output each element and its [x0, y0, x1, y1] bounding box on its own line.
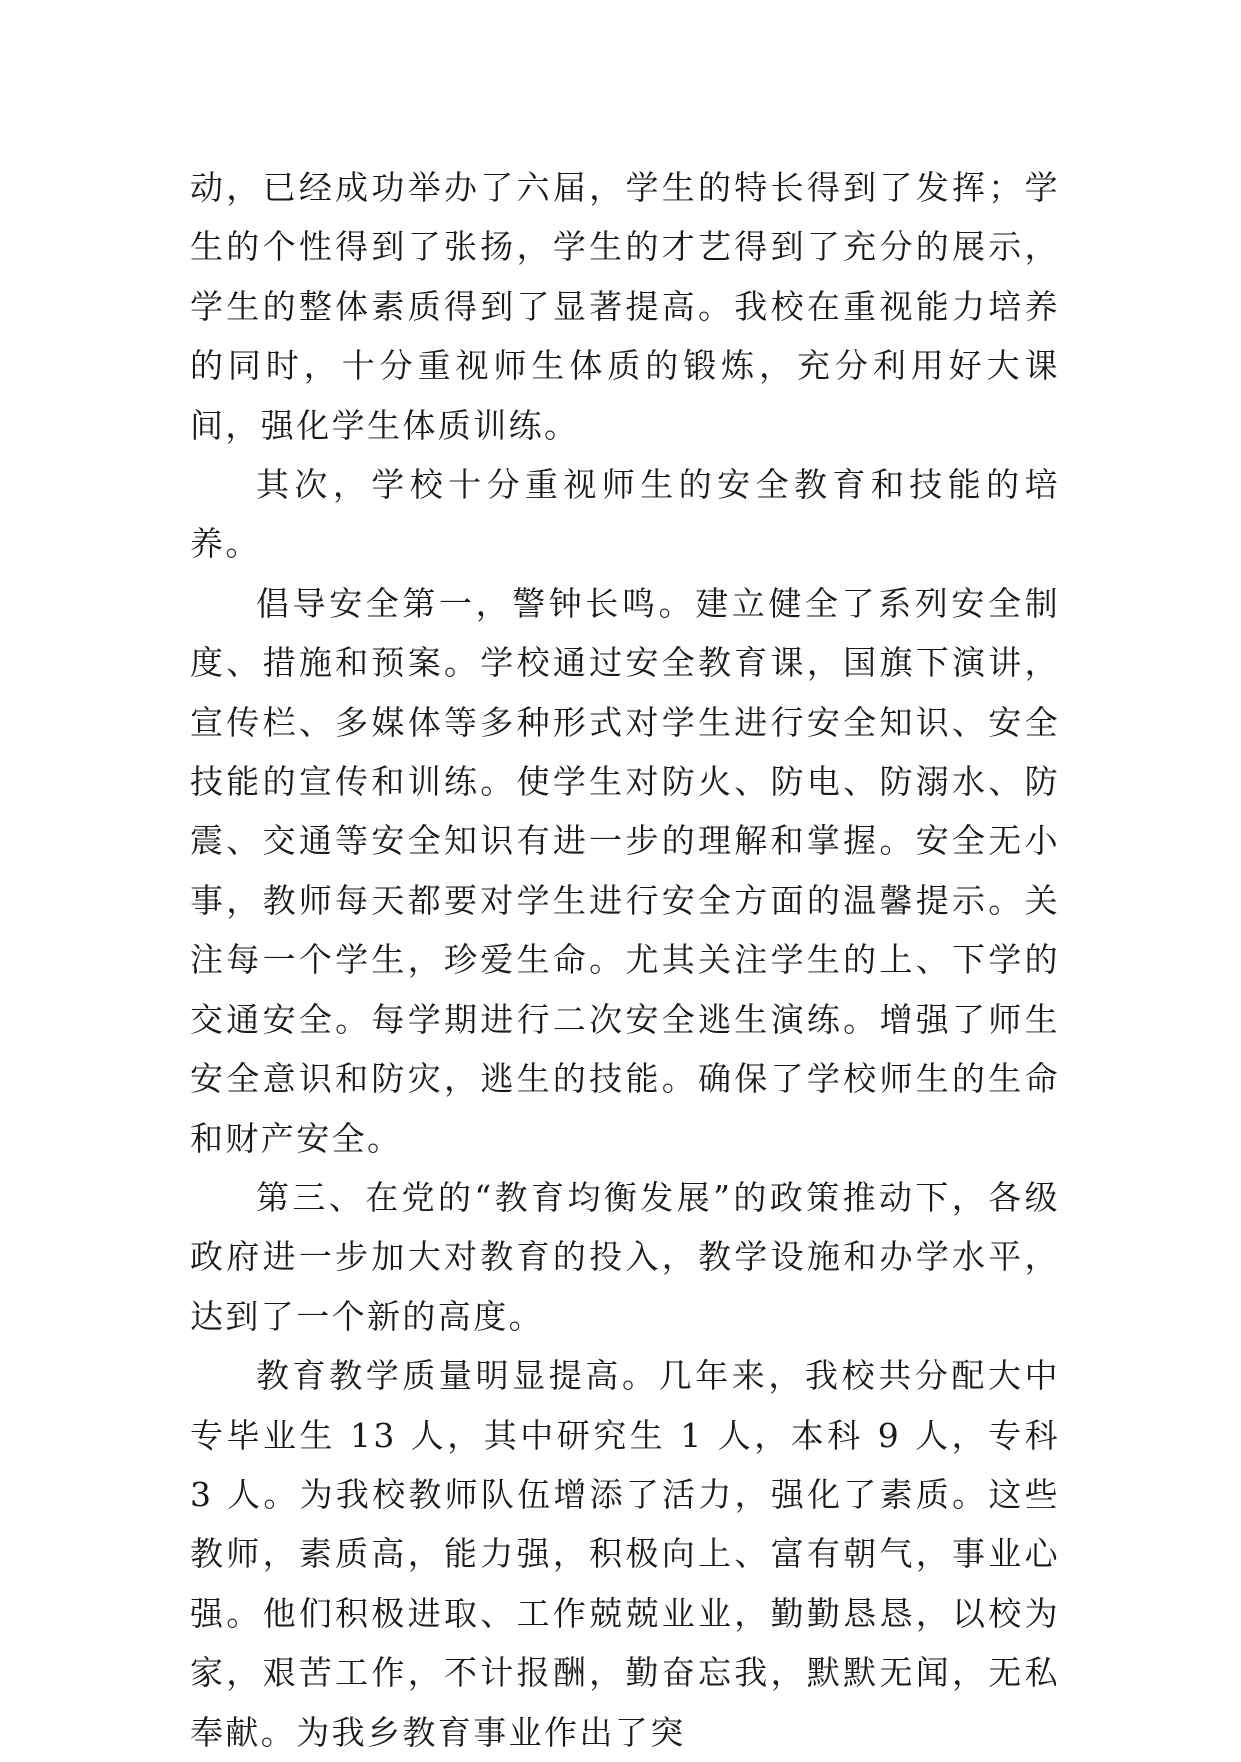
paragraph-activities-summary: 动，已经成功举办了六届，学生的特长得到了发挥；学生的个性得到了张扬，学生的才艺得到了充分的展示，学生的整体素质得到了显著提高。我校在重视能力培养的同时，十分重视师生体质的锻炼，充分利用好大课间，强化学生体质训练。 [190, 168, 1060, 445]
paragraph-teaching-quality: 教育教学质量明显提高。几年来，我校共分配大中专毕业生 13 人，其中研究生 1 人，本科 9 人，专科 3 人。为我校教师队伍增添了活力，强化了素质。这些教师，素质高，能力强，积极向上、富有朝气，事业心强。他们积极进取、工作兢兢业业，勤勤恳恳，以校为家，艰苦工作，不计报酬，勤奋忘我，默默无闻，无私奉献。为我乡教育事业作出了突 [190, 1356, 1060, 1752]
paragraph-safety-details: 倡导安全第一，警钟长鸣。建立健全了系列安全制度、措施和预案。学校通过安全教育课，国旗下演讲，宣传栏、多媒体等多种形式对学生进行安全知识、安全技能的宣传和训练。使学生对防火、防电、防溺水、防震、交通等安全知识有进一步的理解和掌握。安全无小事，教师每天都要对学生进行安全方面的温馨提示。关注每一个学生，珍爱生命。尤其关注学生的上、下学的交通安全。每学期进行二次安全逃生演练。增强了师生安全意识和防灾，逃生的技能。确保了学校师生的生命和财产安全。 [190, 583, 1060, 1158]
body-text [190, 158, 1060, 1762]
paragraph-education-investment: 第三、在党的“教育均衡发展”的政策推动下，各级政府进一步加大对教育的投入，教学设施和办学水平，达到了一个新的高度。 [190, 1177, 1060, 1336]
paragraph-safety-intro: 其次，学校十分重视师生的安全教育和技能的培养。 [190, 465, 1060, 564]
